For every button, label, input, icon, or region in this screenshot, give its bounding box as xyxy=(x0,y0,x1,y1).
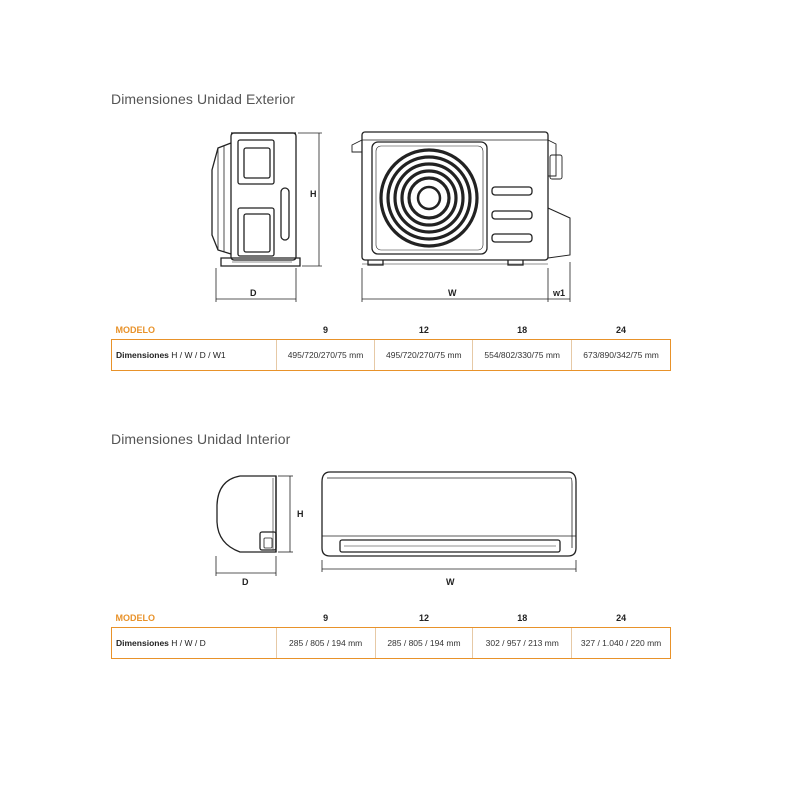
indoor-w-dimension xyxy=(322,560,576,572)
outdoor-h-label: H xyxy=(310,189,317,199)
indoor-section-title: Dimensiones Unidad Interior xyxy=(111,431,291,447)
outdoor-value-18: 554/802/330/75 mm xyxy=(473,340,572,371)
indoor-size-18: 18 xyxy=(473,609,572,628)
indoor-side-view xyxy=(217,476,276,552)
outdoor-h-dimension xyxy=(298,133,322,266)
indoor-value-18: 302 / 957 / 213 mm xyxy=(473,628,572,659)
outdoor-fan-hub xyxy=(418,187,440,209)
indoor-table-header xyxy=(112,609,671,628)
outdoor-row-label-main: Dimensiones xyxy=(116,350,169,360)
outdoor-side-view xyxy=(212,133,300,266)
outdoor-value-12: 495/720/270/75 mm xyxy=(375,340,473,371)
indoor-front-view xyxy=(322,472,576,556)
outdoor-model-header: MODELO xyxy=(112,321,277,340)
indoor-h-dimension xyxy=(278,476,293,552)
outdoor-section-title: Dimensiones Unidad Exterior xyxy=(111,91,296,107)
indoor-size-24: 24 xyxy=(572,609,671,628)
outdoor-value-9: 495/720/270/75 mm xyxy=(276,340,375,371)
outdoor-table-header xyxy=(112,321,671,340)
indoor-value-24: 327 / 1.040 / 220 mm xyxy=(572,628,671,659)
outdoor-row-label-suffix: H / W / D / W1 xyxy=(171,350,226,360)
outdoor-row-label xyxy=(112,340,277,371)
indoor-spec-table xyxy=(111,609,671,659)
indoor-size-9: 9 xyxy=(276,609,375,628)
outdoor-w-dimension xyxy=(362,262,570,302)
indoor-size-12: 12 xyxy=(375,609,473,628)
indoor-d-dimension xyxy=(216,556,276,576)
indoor-row-label-suffix: H / W / D xyxy=(171,638,206,648)
indoor-h-label: H xyxy=(297,509,304,519)
outdoor-d-label: D xyxy=(250,288,257,298)
indoor-row-label xyxy=(112,628,277,659)
outdoor-size-12: 12 xyxy=(375,321,473,340)
outdoor-dimensions-row xyxy=(112,340,671,371)
indoor-value-9: 285 / 805 / 194 mm xyxy=(276,628,375,659)
outdoor-size-9: 9 xyxy=(276,321,375,340)
outdoor-front-view xyxy=(352,132,570,265)
outdoor-spec-table xyxy=(111,321,671,371)
indoor-value-12: 285 / 805 / 194 mm xyxy=(375,628,473,659)
outdoor-w1-label: w1 xyxy=(553,288,566,298)
indoor-model-header: MODELO xyxy=(112,609,277,628)
indoor-w-label: W xyxy=(446,577,455,587)
outdoor-w-label: W xyxy=(448,288,457,298)
indoor-row-label-main: Dimensiones xyxy=(116,638,169,648)
indoor-d-label: D xyxy=(242,577,249,587)
indoor-dimensions-row xyxy=(112,628,671,659)
outdoor-size-24: 24 xyxy=(572,321,671,340)
outdoor-size-18: 18 xyxy=(473,321,572,340)
outdoor-value-24: 673/890/342/75 mm xyxy=(572,340,671,371)
